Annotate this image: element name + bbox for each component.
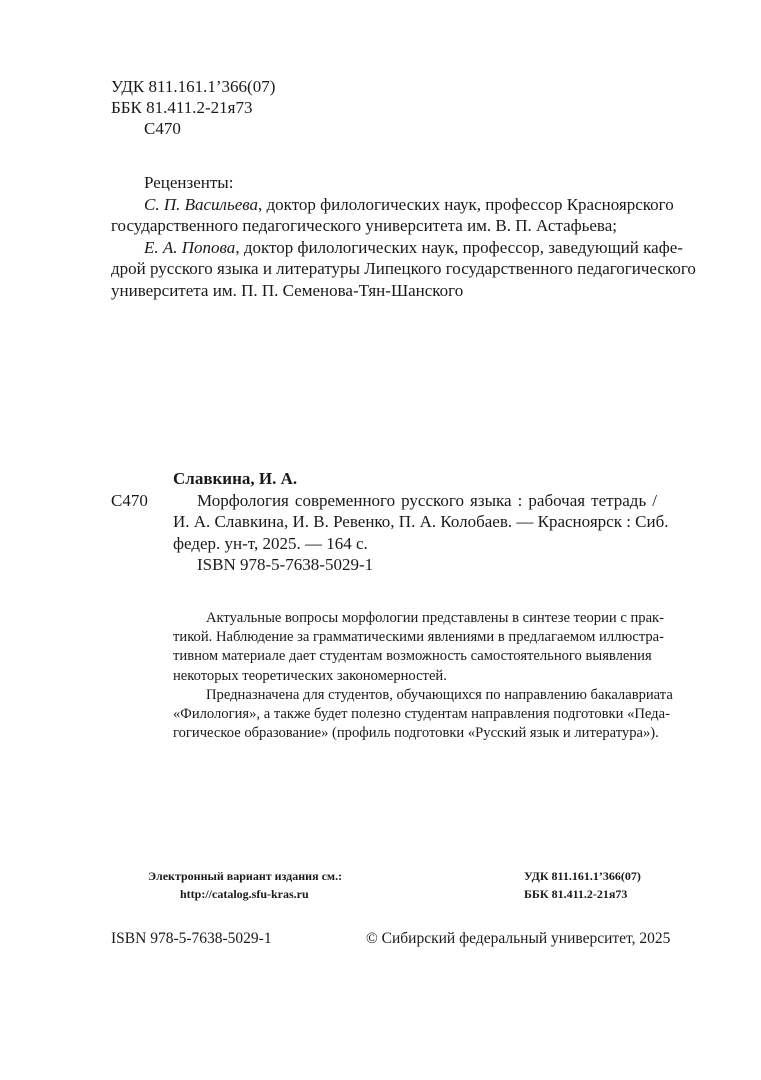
- reviewer-1-line-2: государственного педагогического университета им. В. П. Астафьева;: [111, 216, 618, 235]
- udk-code: УДК 811.161.1’366(07): [111, 77, 276, 96]
- annotation-p1-line-3: тивном материале дает студентам возможность самостоятельного выявления: [173, 648, 652, 665]
- footer-udk: УДК 811.161.1’366(07): [524, 869, 641, 883]
- annotation-block: [173, 609, 673, 743]
- annotation-p1-line-4: некоторых теоретических закономерностей.: [173, 667, 447, 684]
- footer-bbk: ББК 81.411.2-21я73: [524, 887, 628, 901]
- record-line-3: федер. ун-т, 2025. — 164 с.: [173, 533, 368, 553]
- footer-classification: [524, 867, 641, 903]
- reviewer-2-line-3: университета им. П. П. Семенова-Тян-Шанского: [111, 280, 464, 300]
- reviewer-1-line-1: [111, 194, 674, 216]
- annotation-p2-line-2: «Филология», а также будет полезно студентам направления подготовки «Педа-: [173, 706, 670, 723]
- reviewer-2-line-1: [111, 237, 683, 259]
- reviewer-2-line-2: дрой русского языка и литературы Липецкого государственного педагогического: [111, 259, 696, 278]
- bibliographic-record: [111, 468, 669, 576]
- reviewer-2-name: Е. А. Попова: [144, 237, 236, 257]
- record-line-2: И. А. Славкина, И. В. Ревенко, П. А. Колобаев. — Красноярск : Сиб.: [173, 512, 669, 531]
- copyright-notice: © Сибирский федеральный университет, 2025: [366, 930, 671, 947]
- reviewer-2-title: , доктор филологических наук, профессор, заведующий кафе-: [235, 237, 683, 257]
- annotation-p1-line-2: тикой. Наблюдение за грамматическими явлениями в предлагаемом иллюстра-: [173, 629, 665, 646]
- ebook-label: Электронный вариант издания см.:: [148, 869, 343, 883]
- reviewers-heading: Рецензенты:: [144, 173, 234, 192]
- annotation-p2-line-3: гогическое образование» (профиль подготовки «Русский язык и литература»).: [173, 725, 659, 742]
- reviewer-1-name: С. П. Васильева: [144, 194, 259, 214]
- bbk-code: ББК 81.411.2-21я73: [111, 98, 253, 117]
- ebook-url: http://catalog.sfu-kras.ru: [180, 887, 309, 901]
- record-title: Морфология современного русского языка : рабочая тетрадь /: [197, 490, 657, 510]
- author-mark: С470: [144, 119, 181, 138]
- classification-block: [111, 76, 275, 139]
- record-line-1: [111, 490, 657, 512]
- reviewer-1-title: , доктор филологических наук, профессор Красноярского: [258, 194, 674, 214]
- record-author-mark: С470: [111, 490, 148, 510]
- annotation-p1-line-1: Актуальные вопросы морфологии представлены в синтезе теории с прак-: [206, 610, 665, 626]
- ebook-info: [148, 867, 342, 903]
- footer-isbn: ISBN 978-5-7638-5029-1: [111, 930, 272, 947]
- record-author: Славкина, И. А.: [173, 469, 298, 488]
- record-isbn: ISBN 978-5-7638-5029-1: [197, 555, 374, 574]
- annotation-p2-line-1: Предназначена для студентов, обучающихся по направлению бакалавриата: [206, 686, 673, 703]
- reviewers-block: [111, 172, 696, 301]
